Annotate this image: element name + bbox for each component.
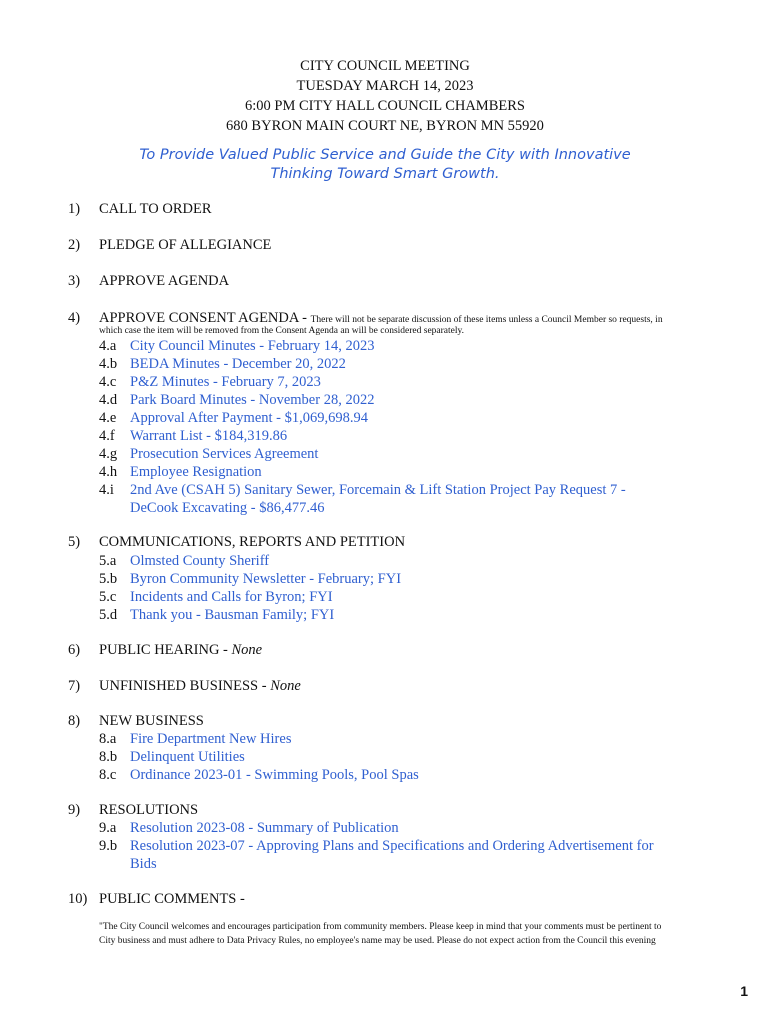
item-title: PLEDGE OF ALLEGIANCE xyxy=(99,237,272,253)
sub-item xyxy=(99,445,318,463)
sub-item xyxy=(99,427,287,445)
sub-item-code: 4.c xyxy=(99,374,117,390)
sub-item-link[interactable]: BEDA Minutes - December 20, 2022 xyxy=(130,356,346,372)
sub-item xyxy=(99,819,399,837)
item-title: RESOLUTIONS xyxy=(99,802,199,818)
sub-item-code: 5.a xyxy=(99,553,117,569)
sub-item-link[interactable]: Ordinance 2023-01 - Swimming Pools, Pool Spas xyxy=(130,767,419,783)
sub-item-link[interactable]: Byron Community Newsletter - February; FYI xyxy=(130,571,402,587)
sub-item xyxy=(99,373,321,391)
sub-item xyxy=(99,391,374,409)
sub-item-link-continued[interactable]: Bids xyxy=(130,856,157,872)
sub-item xyxy=(99,766,419,784)
item-number: 7) xyxy=(68,678,81,694)
item-title: NEW BUSINESS xyxy=(99,713,204,729)
header-time-location: 6:00 PM CITY HALL COUNCIL CHAMBERS xyxy=(245,98,525,114)
motto-line-2: Thinking Toward Smart Growth. xyxy=(270,166,500,182)
sub-item xyxy=(99,588,333,606)
sub-item xyxy=(99,481,626,499)
motto-line-1: To Provide Valued Public Service and Guide the City with Innovative xyxy=(139,147,631,163)
sub-item-link[interactable]: P&Z Minutes - February 7, 2023 xyxy=(130,374,321,390)
item-number: 1) xyxy=(68,201,81,217)
item-status: None xyxy=(270,678,301,694)
consent-note: There will not be separate discussion of these items unless a Council Member so requests, in xyxy=(310,315,663,325)
sub-item-link[interactable]: Delinquent Utilities xyxy=(130,749,245,765)
sub-item xyxy=(99,730,291,748)
item-number: 8) xyxy=(68,713,81,729)
item-title: UNFINISHED BUSINESS - xyxy=(99,678,271,694)
header-address: 680 BYRON MAIN COURT NE, BYRON MN 55920 xyxy=(226,118,544,134)
sub-item-code: 4.a xyxy=(99,338,117,354)
item-title: APPROVE CONSENT AGENDA - xyxy=(99,310,311,326)
item-number: 4) xyxy=(68,310,81,326)
item-number: 10) xyxy=(68,891,88,907)
item-title: PUBLIC HEARING - xyxy=(99,642,232,658)
sub-item-link[interactable]: Resolution 2023-08 - Summary of Publication xyxy=(130,820,399,836)
note-line-1: "The City Council welcomes and encourages participation from community members. Please keep in mind that your comments must be pertinent to xyxy=(99,922,662,932)
item-number: 3) xyxy=(68,273,81,289)
consent-note-continued: which case the item will be removed from the Consent Agenda an will be considered separately. xyxy=(99,326,465,336)
sub-item xyxy=(99,552,269,570)
page-number: 1 xyxy=(740,983,748,999)
item-title: COMMUNICATIONS, REPORTS AND PETITION xyxy=(99,534,406,550)
item-title: PUBLIC COMMENTS - xyxy=(99,891,245,907)
sub-item-link[interactable]: Fire Department New Hires xyxy=(130,731,292,747)
sub-item-code: 9.a xyxy=(99,820,117,836)
sub-item-link-continued[interactable]: DeCook Excavating - $86,477.46 xyxy=(130,500,325,516)
item-title: APPROVE AGENDA xyxy=(99,273,230,289)
sub-item-link[interactable]: Thank you - Bausman Family; FYI xyxy=(130,607,335,623)
sub-item-link[interactable]: 2nd Ave (CSAH 5) Sanitary Sewer, Forcemain & Lift Station Project Pay Request 7 - xyxy=(130,482,626,498)
sub-item-link[interactable]: Warrant List - $184,319.86 xyxy=(130,428,288,444)
city-motto xyxy=(0,146,770,184)
sub-item-link[interactable]: City Council Minutes - February 14, 2023 xyxy=(130,338,375,354)
sub-item-code: 5.c xyxy=(99,589,117,605)
sub-item-code: 4.e xyxy=(99,410,117,426)
sub-item-link[interactable]: Olmsted County Sheriff xyxy=(130,553,270,569)
item-number: 2) xyxy=(68,237,81,253)
sub-item-code: 8.a xyxy=(99,731,117,747)
sub-item-code: 8.c xyxy=(99,767,117,783)
header-date: TUESDAY MARCH 14, 2023 xyxy=(296,78,474,94)
sub-item-link[interactable]: Park Board Minutes - November 28, 2022 xyxy=(130,392,375,408)
sub-item-code: 4.d xyxy=(99,392,118,408)
sub-item-link[interactable]: Employee Resignation xyxy=(130,464,262,480)
sub-item xyxy=(99,837,654,855)
sub-item-code: 4.b xyxy=(99,356,118,372)
sub-item-code: 8.b xyxy=(99,749,118,765)
sub-item-code: 4.i xyxy=(99,482,114,498)
item-number: 5) xyxy=(68,534,81,550)
sub-item-link[interactable]: Approval After Payment - $1,069,698.94 xyxy=(130,410,369,426)
sub-item xyxy=(99,355,346,373)
sub-item-link[interactable]: Incidents and Calls for Byron; FYI xyxy=(130,589,333,605)
item-number: 6) xyxy=(68,642,81,658)
sub-item-link[interactable]: Prosecution Services Agreement xyxy=(130,446,319,462)
item-title: CALL TO ORDER xyxy=(99,201,212,217)
item-status: None xyxy=(231,642,263,658)
sub-item xyxy=(99,337,374,355)
sub-item-code: 4.f xyxy=(99,428,115,444)
public-comments-note xyxy=(99,920,699,948)
note-line-2: City business and must adhere to Data Privacy Rules, no employee's name may be used. Please do not expect action from the Council this evening xyxy=(99,936,656,946)
sub-item xyxy=(99,463,262,481)
sub-item xyxy=(99,570,401,588)
sub-item xyxy=(99,409,368,427)
sub-item-code: 5.d xyxy=(99,607,118,623)
sub-item-code: 5.b xyxy=(99,571,118,587)
sub-item xyxy=(99,748,245,766)
sub-item-code: 4.h xyxy=(99,464,118,480)
sub-item-link[interactable]: Resolution 2023-07 - Approving Plans and Specifications and Ordering Advertisement for xyxy=(130,838,654,854)
sub-item-code: 4.g xyxy=(99,446,118,462)
item-number: 9) xyxy=(68,802,81,818)
sub-item-code: 9.b xyxy=(99,838,118,854)
meeting-header xyxy=(0,56,770,136)
sub-item xyxy=(99,606,334,624)
header-title: CITY COUNCIL MEETING xyxy=(300,58,470,74)
